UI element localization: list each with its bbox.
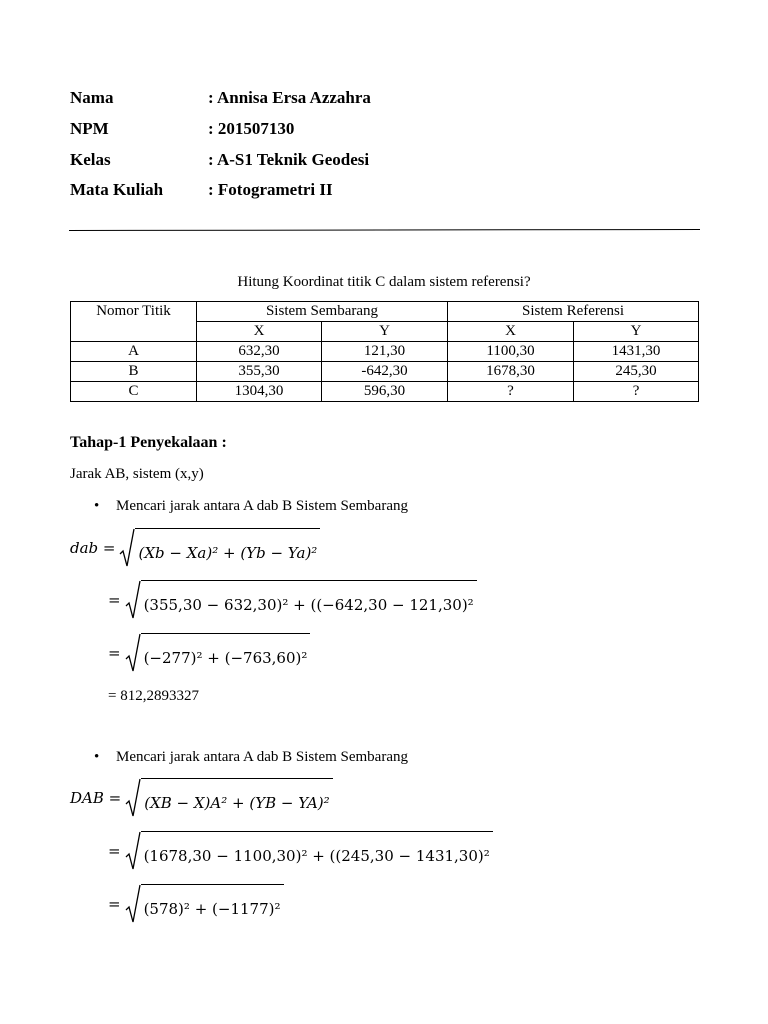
sqrt-icon xyxy=(125,884,284,924)
intro-text: Jarak AB, sistem (x,y) xyxy=(70,466,204,482)
equation-dab-result: = 812,2893327 xyxy=(108,688,199,704)
table-cell: B xyxy=(71,362,197,382)
table-cell: A xyxy=(71,342,197,362)
equation-body: (578)² + (−1177)² xyxy=(141,884,284,924)
coordinate-table xyxy=(70,301,699,402)
label-kelas: Kelas xyxy=(70,150,111,169)
value-kelas: : A-S1 Teknik Geodesi xyxy=(208,150,370,169)
equals-sign: = xyxy=(108,842,121,860)
bullet-dot-icon: • xyxy=(94,749,100,765)
table-cell: -642,30 xyxy=(322,362,448,382)
sqrt-icon xyxy=(125,580,477,620)
sqrt-icon xyxy=(119,528,320,568)
equation-dab-line3 xyxy=(108,633,310,673)
equals-sign: = xyxy=(108,644,121,662)
equation-DAB-line3 xyxy=(108,884,284,924)
equation-body: (355,30 − 632,30)² + ((−642,30 − 121,30)² xyxy=(141,580,477,620)
subheader-x: X xyxy=(197,322,322,342)
equation-body: (XB − X)A² + (YB − YA)² xyxy=(141,778,332,818)
table-cell: 355,30 xyxy=(197,362,322,382)
label-npm: NPM xyxy=(70,119,109,138)
equation-dab-line2 xyxy=(108,580,477,620)
sqrt-icon xyxy=(125,778,332,818)
equals-sign: = xyxy=(108,895,121,913)
header-sistem-sembarang: Sistem Sembarang xyxy=(197,302,448,322)
label-nama: Nama xyxy=(70,88,114,107)
header-sistem-referensi: Sistem Referensi xyxy=(448,302,699,322)
value-npm: : 201507130 xyxy=(208,119,295,138)
table-cell: 596,30 xyxy=(322,382,448,402)
table-row xyxy=(71,342,699,362)
value-mata-kuliah: : Fotogrametri II xyxy=(208,180,333,199)
value-nama: : Annisa Ersa Azzahra xyxy=(208,88,371,107)
table-cell: 1678,30 xyxy=(448,362,574,382)
header-divider xyxy=(69,229,700,231)
table-row xyxy=(71,362,699,382)
equation-body: (1678,30 − 1100,30)² + ((245,30 − 1431,30)² xyxy=(141,831,493,871)
table-cell: 245,30 xyxy=(574,362,699,382)
equation-body: (−277)² + (−763,60)² xyxy=(141,633,311,673)
table-cell: ? xyxy=(448,382,574,402)
equation-lhs: DAB = xyxy=(70,789,122,807)
table-cell: 632,30 xyxy=(197,342,322,362)
equation-body: (Xb − Xa)² + (Yb − Ya)² xyxy=(135,528,320,568)
question-caption: Hitung Koordinat titik C dalam sistem referensi? xyxy=(237,274,531,290)
table-header-row xyxy=(71,302,699,322)
table-cell: 1431,30 xyxy=(574,342,699,362)
table-row xyxy=(71,382,699,402)
table-cell: 121,30 xyxy=(322,342,448,362)
bullet-dot-icon: • xyxy=(94,498,100,514)
subheader-x: X xyxy=(448,322,574,342)
subheader-y: Y xyxy=(574,322,699,342)
table-cell: ? xyxy=(574,382,699,402)
section-title: Tahap-1 Penyekalaan : xyxy=(70,434,227,451)
equation-lhs: dab = xyxy=(70,539,116,557)
equation-DAB-line1 xyxy=(70,778,333,818)
equals-sign: = xyxy=(108,591,121,609)
bullet-text: Mencari jarak antara A dab B Sistem Sembarang xyxy=(116,749,408,765)
bullet-text: Mencari jarak antara A dab B Sistem Sembarang xyxy=(116,498,408,514)
table-cell: 1304,30 xyxy=(197,382,322,402)
table-cell: C xyxy=(71,382,197,402)
subheader-y: Y xyxy=(322,322,448,342)
equation-DAB-line2 xyxy=(108,831,493,871)
sqrt-icon xyxy=(125,633,311,673)
header-nomor-titik: Nomor Titik xyxy=(71,302,197,342)
equation-dab-line1 xyxy=(70,528,320,568)
table-cell: 1100,30 xyxy=(448,342,574,362)
label-mata-kuliah: Mata Kuliah xyxy=(70,180,164,199)
sqrt-icon xyxy=(125,831,493,871)
